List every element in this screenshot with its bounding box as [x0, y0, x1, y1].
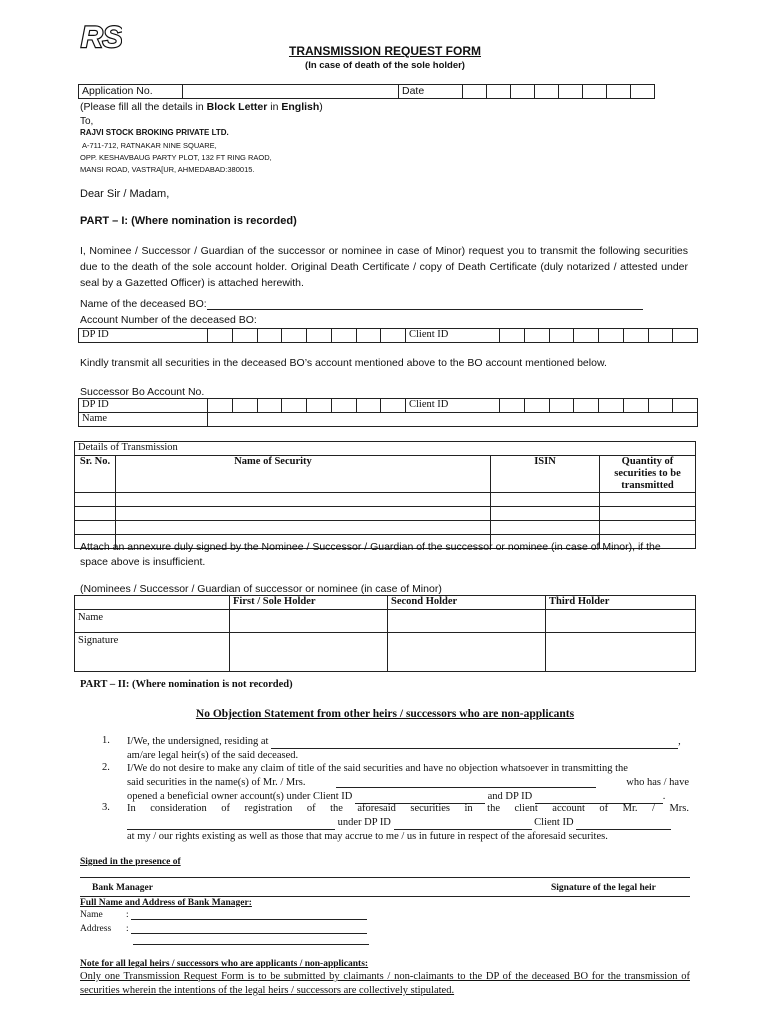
dp-id-label: DP ID: [79, 399, 208, 413]
date-box[interactable]: [583, 85, 607, 99]
client-id-box[interactable]: [599, 329, 624, 343]
account-number-label: Account Number of the deceased BO:: [80, 314, 257, 326]
note-text: Only one Transmission Request Form is to be submitted by claimants / non-claimants to the DP of the deceased BO for the transmission of securities wherein the intentions of the legal heirs / successors are collectively stipulated.: [80, 971, 690, 996]
signed-presence-label: Signed in the presence of: [80, 857, 181, 867]
third-holder-signature[interactable]: [546, 633, 696, 672]
second-holder-signature[interactable]: [388, 633, 546, 672]
transmission-table: [74, 441, 696, 549]
dp-id-box[interactable]: [208, 329, 233, 343]
successor-account-grid: [78, 398, 698, 427]
client-id-field[interactable]: [576, 818, 671, 830]
dp-id-box[interactable]: [381, 399, 406, 413]
third-holder-name[interactable]: [546, 610, 696, 633]
holders-caption: (Nominees / Successor / Guardian of successor or nominee (in case of Minor): [80, 583, 442, 595]
item-number: 2.: [102, 762, 110, 773]
residence-field[interactable]: [271, 737, 678, 749]
client-id-box[interactable]: [524, 399, 549, 413]
app-no-label: Application No.: [79, 85, 183, 99]
dp-id-box[interactable]: [232, 399, 257, 413]
address-to: To,: [80, 116, 94, 127]
bank-manager-address-field[interactable]: [131, 924, 367, 934]
col-security-name: Name of Security: [116, 456, 491, 493]
col-isin: ISIN: [491, 456, 600, 493]
deceased-name-field[interactable]: [207, 298, 643, 310]
item-number: 3.: [102, 802, 110, 813]
client-name-field[interactable]: [127, 818, 335, 830]
date-box[interactable]: [631, 85, 655, 99]
dp-id-box[interactable]: [356, 399, 381, 413]
table-row: [75, 521, 696, 535]
objection-item-2: I/We do not desire to make any claim of title of the said securities and have no objection whatsoever in transmitting the said securities in the name(s) of Mr. / Mrs. who has / have opened a beneficial owner account(s) under Client ID and DP ID .: [127, 763, 689, 802]
annexure-note: Attach an annexure duly signed by the Nominee / Successor / Guardian of the successor or nominee (in case of Minor), if the space above is insufficient.: [80, 541, 661, 568]
form-subtitle: (In case of death of the sole holder): [305, 60, 465, 71]
client-id-box[interactable]: [500, 399, 525, 413]
client-id-box[interactable]: [524, 329, 549, 343]
client-id-box[interactable]: [599, 399, 624, 413]
note-heading: Note for all legal heirs / successors who are applicants / non-applicants:: [80, 959, 369, 969]
client-id-label: Client ID: [406, 399, 500, 413]
part1-paragraph: I, Nominee / Successor / Guardian of the successor or nominee in case of Minor) request you to transmit the following securities due to the death of the sole account holder. Original Death Certificate / copy of Death Certificate (duly notarized / attested under seal by a Gazetted Officer) is attached herewith.: [80, 245, 688, 289]
bank-manager-label: Bank Manager: [92, 883, 153, 893]
item-number: 1.: [102, 735, 110, 746]
client-id-box[interactable]: [673, 329, 698, 343]
bank-manager-full-name-label: Full Name and Address of Bank Manager:: [80, 898, 252, 908]
dp-id-label: DP ID: [79, 329, 208, 343]
holders-corner: [75, 596, 230, 610]
successor-account-label: Successor Bo Account No.: [80, 386, 205, 398]
date-box[interactable]: [487, 85, 511, 99]
bank-manager-name-field[interactable]: [131, 910, 367, 920]
signature-rule-bottom: [80, 896, 690, 897]
col-sr-no: Sr. No.: [75, 456, 116, 493]
dp-id-box[interactable]: [307, 329, 332, 343]
bank-manager-name-row: Name :: [80, 910, 367, 920]
client-id-box[interactable]: [500, 329, 525, 343]
objection-item-3: In consideration of registration of the aforesaid securities in the client account of Mr. / Mrs. under DP ID Client ID at my / our rights existing as well as those that may accrue to me / us in future in respect of the aforesaid securites.: [127, 803, 689, 842]
first-holder-name[interactable]: [230, 610, 388, 633]
deceased-name-label: Name of the deceased BO:: [80, 298, 207, 310]
address-line2: OPP. KESHAVBAUG PARTY PLOT, 132 FT RING RAOD,: [80, 153, 272, 162]
dp-id-box[interactable]: [257, 329, 282, 343]
dp-id-box[interactable]: [356, 329, 381, 343]
instruction-line: (Please fill all the details in Block Letter in English): [80, 101, 323, 113]
first-holder-signature[interactable]: [230, 633, 388, 672]
transmission-caption: Details of Transmission: [75, 442, 696, 456]
date-box[interactable]: [511, 85, 535, 99]
date-label: Date: [399, 85, 463, 99]
dp-id-box[interactable]: [331, 399, 356, 413]
client-id-box[interactable]: [574, 329, 599, 343]
bank-manager-address-row: Address :: [80, 924, 367, 934]
address-line1: A-711-712, RATNAKAR NINE SQUARE,: [82, 141, 217, 150]
successor-name-field[interactable]: [208, 413, 698, 427]
holder-name-label: Name: [75, 610, 230, 633]
first-holder-header: First / Sole Holder: [230, 596, 388, 610]
table-row: [75, 507, 696, 521]
logo-text: RS: [81, 21, 122, 54]
client-id-box[interactable]: [623, 329, 648, 343]
part1-heading: PART – I: (Where nomination is recorded): [80, 215, 297, 227]
date-box[interactable]: [607, 85, 631, 99]
client-id-box[interactable]: [623, 399, 648, 413]
client-id-box[interactable]: [549, 399, 574, 413]
second-holder-name[interactable]: [388, 610, 546, 633]
dp-id-box[interactable]: [282, 329, 307, 343]
dp-id-box[interactable]: [307, 399, 332, 413]
dp-id-field[interactable]: [394, 818, 532, 830]
dp-id-box[interactable]: [331, 329, 356, 343]
dp-id-box[interactable]: [257, 399, 282, 413]
holder-signature-label: Signature: [75, 633, 230, 672]
legal-heir-signature-label: Signature of the legal heir: [551, 883, 656, 893]
address-line3: MANSI ROAD, VASTRA[UR, AHMEDABAD:380015.: [80, 165, 255, 174]
second-holder-header: Second Holder: [388, 596, 546, 610]
client-id-box[interactable]: [648, 329, 673, 343]
deceased-account-grid: [78, 328, 698, 343]
deceased-name-row: [80, 298, 643, 310]
app-no-field[interactable]: [183, 85, 399, 99]
dp-id-box[interactable]: [381, 329, 406, 343]
third-holder-header: Third Holder: [546, 596, 696, 610]
transmit-to-name-field[interactable]: [336, 776, 596, 788]
date-box[interactable]: [463, 85, 487, 99]
date-box[interactable]: [535, 85, 559, 99]
part2-heading: PART – II: (Where nomination is not recorded): [80, 679, 293, 690]
client-id-label: Client ID: [406, 329, 500, 343]
address-company: RAJVI STOCK BROKING PRIVATE LTD.: [80, 128, 229, 137]
dp-id-box[interactable]: [232, 329, 257, 343]
dp-id-box[interactable]: [282, 399, 307, 413]
application-row: [78, 84, 655, 99]
salutation: Dear Sir / Madam,: [80, 188, 170, 200]
client-id-box[interactable]: [549, 329, 574, 343]
signature-rule-top: [80, 877, 690, 878]
holders-table: [74, 595, 696, 672]
kindly-transmit-text: Kindly transmit all securities in the deceased BO’s account mentioned above to the BO account mentioned below.: [80, 357, 607, 369]
successor-name-label: Name: [79, 413, 208, 427]
bank-manager-address-field-2[interactable]: [133, 944, 369, 945]
table-row: [75, 493, 696, 507]
col-quantity: Quantity of securities to be transmitted: [600, 456, 696, 493]
client-id-box[interactable]: [648, 399, 673, 413]
client-id-box[interactable]: [574, 399, 599, 413]
objection-item-1: I/We, the undersigned, residing at , am/are legal heir(s) of the said deceased.: [127, 736, 681, 761]
no-objection-statement: No Objection Statement from other heirs / successors who are non-applicants: [195, 708, 575, 720]
client-id-box[interactable]: [673, 399, 698, 413]
date-box[interactable]: [559, 85, 583, 99]
dp-id-box[interactable]: [208, 399, 233, 413]
form-title: TRANSMISSION REQUEST FORM: [288, 44, 481, 58]
